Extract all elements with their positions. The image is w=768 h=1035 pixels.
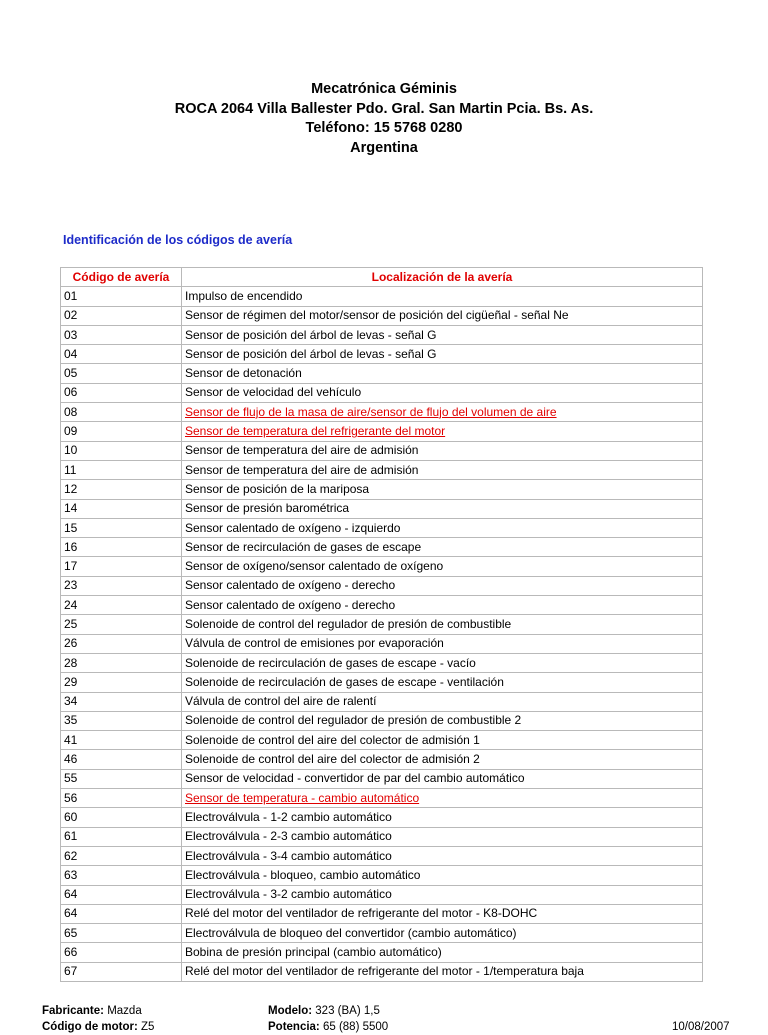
- fault-location: Sensor de posición del árbol de levas - señal G: [182, 325, 703, 344]
- fault-code: 60: [61, 808, 182, 827]
- fault-code: 67: [61, 962, 182, 981]
- fault-location-cell: [182, 422, 703, 441]
- column-header-code: Código de avería: [61, 268, 182, 287]
- vehicle-footer: [42, 1003, 768, 1035]
- fault-location: Sensor de temperatura del aire de admisión: [182, 460, 703, 479]
- table-row: [61, 306, 703, 325]
- fault-code: 09: [61, 422, 182, 441]
- fault-code: 56: [61, 789, 182, 808]
- fault-location-cell: [182, 403, 703, 422]
- fault-code: 05: [61, 364, 182, 383]
- fault-code: 64: [61, 904, 182, 923]
- fault-location: Sensor de temperatura del aire de admisión: [182, 441, 703, 460]
- fault-code: 26: [61, 634, 182, 653]
- fault-code: 03: [61, 325, 182, 344]
- model-value: 323 (BA) 1,5: [315, 1005, 380, 1017]
- table-row: [61, 557, 703, 576]
- page-header: [0, 80, 768, 158]
- fault-location: Sensor de régimen del motor/sensor de posición del cigüeñal - señal Ne: [182, 306, 703, 325]
- fault-location: Electroválvula - 3-4 cambio automático: [182, 846, 703, 865]
- fault-code: 10: [61, 441, 182, 460]
- section-title: Identificación de los códigos de avería: [63, 233, 293, 247]
- fault-code: 16: [61, 538, 182, 557]
- footer-row-2: [42, 1019, 768, 1035]
- fault-location: Solenoide de control del aire del colector de admisión 1: [182, 731, 703, 750]
- company-phone: Teléfono: 15 5768 0280: [305, 120, 463, 136]
- fault-location: Sensor de recirculación de gases de escape: [182, 538, 703, 557]
- table-row: [61, 885, 703, 904]
- model-info: [268, 1003, 380, 1019]
- table-row: [61, 846, 703, 865]
- table-row: [61, 750, 703, 769]
- fault-location: Electroválvula - bloqueo, cambio automático: [182, 866, 703, 885]
- fault-location: Sensor de presión barométrica: [182, 499, 703, 518]
- fault-code: 62: [61, 846, 182, 865]
- fault-location: Solenoide de control del regulador de presión de combustible: [182, 615, 703, 634]
- table-row: [61, 634, 703, 653]
- document-date: 10/08/2007: [672, 1021, 730, 1033]
- model-label: Modelo:: [268, 1005, 313, 1017]
- fault-location: Bobina de presión principal (cambio automático): [182, 943, 703, 962]
- table-row: [61, 711, 703, 730]
- fault-code: 25: [61, 615, 182, 634]
- fault-code: 08: [61, 403, 182, 422]
- table-row: [61, 441, 703, 460]
- table-row: [61, 325, 703, 344]
- footer-row-1: [42, 1003, 768, 1019]
- table-row: [61, 924, 703, 943]
- fault-location-cell: [182, 789, 703, 808]
- table-row: [61, 943, 703, 962]
- fault-code: 35: [61, 711, 182, 730]
- column-header-location: Localización de la avería: [182, 268, 703, 287]
- fault-code: 12: [61, 480, 182, 499]
- table-row: [61, 576, 703, 595]
- fault-code: 66: [61, 943, 182, 962]
- fault-location: Relé del motor del ventilador de refrigerante del motor - 1/temperatura baja: [182, 962, 703, 981]
- table-row: [61, 653, 703, 672]
- fault-location: Impulso de encendido: [182, 287, 703, 306]
- fault-location: Solenoide de control del regulador de presión de combustible 2: [182, 711, 703, 730]
- fault-location: Solenoide de recirculación de gases de escape - vacío: [182, 653, 703, 672]
- fault-codes-table: [60, 267, 703, 982]
- fault-location-link[interactable]: Sensor de temperatura - cambio automático: [185, 790, 420, 805]
- fault-location: Electroválvula - 1-2 cambio automático: [182, 808, 703, 827]
- table-row: [61, 904, 703, 923]
- table-row: [61, 345, 703, 364]
- table-row: [61, 287, 703, 306]
- table-row: [61, 499, 703, 518]
- fault-code: 11: [61, 460, 182, 479]
- fault-location: Sensor de velocidad del vehículo: [182, 383, 703, 402]
- table-row: [61, 460, 703, 479]
- table-row: [61, 731, 703, 750]
- table-row: [61, 808, 703, 827]
- fault-location: Sensor de posición de la mariposa: [182, 480, 703, 499]
- engine-code-value: Z5: [141, 1021, 155, 1033]
- fault-code: 61: [61, 827, 182, 846]
- table-row: [61, 383, 703, 402]
- fault-code: 02: [61, 306, 182, 325]
- fault-code: 65: [61, 924, 182, 943]
- fault-code: 23: [61, 576, 182, 595]
- fault-code: 01: [61, 287, 182, 306]
- fault-location: Sensor de velocidad - convertidor de par del cambio automático: [182, 769, 703, 788]
- fault-location: Solenoide de control del aire del colector de admisión 2: [182, 750, 703, 769]
- fault-code: 04: [61, 345, 182, 364]
- table-row: [61, 364, 703, 383]
- table-row: [61, 596, 703, 615]
- engine-code-info: [42, 1019, 154, 1035]
- fault-location: Válvula de control de emisiones por evaporación: [182, 634, 703, 653]
- company-address: ROCA 2064 Villa Ballester Pdo. Gral. San Martin Pcia. Bs. As.: [174, 100, 594, 117]
- power-value: 65 (88) 5500: [322, 1021, 389, 1033]
- table-row: [61, 962, 703, 981]
- fault-code: 55: [61, 769, 182, 788]
- fault-code: 46: [61, 750, 182, 769]
- fault-location: Relé del motor del ventilador de refrigerante del motor - K8-DOHC: [182, 904, 703, 923]
- table-row: [61, 538, 703, 557]
- company-name: Mecatrónica Géminis: [311, 81, 457, 97]
- fault-location: Válvula de control del aire de ralentí: [182, 692, 703, 711]
- engine-code-label: Código de motor:: [42, 1021, 138, 1033]
- table-row: [61, 673, 703, 692]
- fault-location: Electroválvula - 3-2 cambio automático: [182, 885, 703, 904]
- fault-location-link[interactable]: Sensor de flujo de la masa de aire/sensor de flujo del volumen de aire: [185, 404, 557, 419]
- power-info: [268, 1019, 388, 1035]
- table-header-row: [61, 268, 703, 287]
- fault-location: Sensor de detonación: [182, 364, 703, 383]
- table-row: [61, 518, 703, 537]
- fault-code: 14: [61, 499, 182, 518]
- table-row: [61, 480, 703, 499]
- fault-code: 06: [61, 383, 182, 402]
- fault-location: Electroválvula - 2-3 cambio automático: [182, 827, 703, 846]
- table-row: [61, 789, 703, 808]
- fault-location: Sensor calentado de oxígeno - derecho: [182, 576, 703, 595]
- fault-location-link[interactable]: Sensor de temperatura del refrigerante del motor: [185, 424, 446, 439]
- fault-code: 24: [61, 596, 182, 615]
- table-row: [61, 827, 703, 846]
- fault-location: Sensor de posición del árbol de levas - señal G: [182, 345, 703, 364]
- fault-code: 29: [61, 673, 182, 692]
- fault-code: 17: [61, 557, 182, 576]
- table-row: [61, 769, 703, 788]
- fault-code: 28: [61, 653, 182, 672]
- fault-location: Sensor calentado de oxígeno - derecho: [182, 596, 703, 615]
- fault-code: 64: [61, 885, 182, 904]
- table-row: [61, 615, 703, 634]
- company-country: Argentina: [350, 139, 418, 156]
- power-label: Potencia:: [268, 1021, 320, 1033]
- fault-location: Solenoide de recirculación de gases de escape - ventilación: [182, 673, 703, 692]
- manufacturer-info: [42, 1003, 142, 1019]
- fault-code: 34: [61, 692, 182, 711]
- table-row: [61, 403, 703, 422]
- table-row: [61, 692, 703, 711]
- fault-code: 63: [61, 866, 182, 885]
- fault-location: Electroválvula de bloqueo del convertidor (cambio automático): [182, 924, 703, 943]
- fault-location: Sensor de oxígeno/sensor calentado de oxígeno: [182, 557, 703, 576]
- fault-code: 41: [61, 731, 182, 750]
- fault-location: Sensor calentado de oxígeno - izquierdo: [182, 518, 703, 537]
- table-row: [61, 422, 703, 441]
- manufacturer-value: Mazda: [107, 1005, 142, 1017]
- table-row: [61, 866, 703, 885]
- fault-code: 15: [61, 518, 182, 537]
- manufacturer-label: Fabricante:: [42, 1005, 104, 1017]
